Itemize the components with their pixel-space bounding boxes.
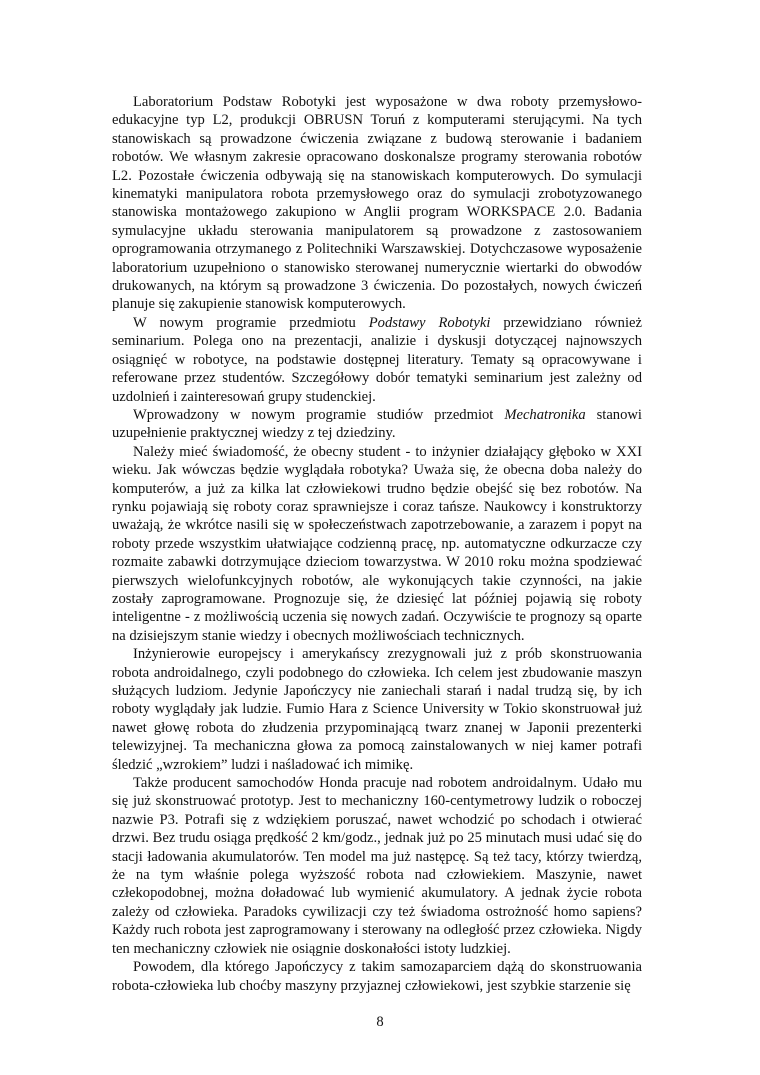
paragraph-mechatronics <box>112 406 642 443</box>
document-body <box>112 93 642 995</box>
course-name-mechatronika: Mechatronika <box>504 406 586 423</box>
paragraph-mechatronics-rest: stanowi uzupełnienie praktycznej wiedzy z tej dziedziny. <box>112 406 642 442</box>
page-number: 8 <box>376 1014 384 1030</box>
paragraph-japan-motivation: Powodem, dla którego Japończycy z takim samozaparciem dążą do skonstruowania robota-człowieka lub choćby maszyny przyjaznej człowiekowi, jest szybkie starzenie się <box>112 959 642 994</box>
course-name-podstawy-robotyki: Podstawy Robotyki <box>368 314 491 331</box>
paragraph-honda-robot: Także producent samochodów Honda pracuje nad robotem androidalnym. Udało mu się już skonstruować prototyp. Jest to mechaniczny 160-centymetrowy ludzik o roboczej nazwie P3. Potrafi się z wdziękiem poruszać, nawet wchodzić po schodach i otwierać drzwi. Bez trudu osiąga prędkość 2 km/godz., jednak już po 25 minutach musi udać się do stacji ładowania akumulatorów. Ten model ma już następcę. Są też tacy, którzy twierdzą, że na tym właśnie polega wyższość robota nad człowiekiem. Maszynie, nawet człekopodobnej, można doładować lub wymienić akumulatory. A jednak życie robota zależy od człowieka. Paradoks cywilizacji czy też świadoma ostrożność homo sapiens? Każdy ruch robota jest zaprogramowany i sterowany na odległość przez człowieka. Nigdy ten mechaniczny człowiek nie osiągnie doskonałości istoty ludzkiej. <box>112 775 642 957</box>
paragraph-seminar <box>112 314 642 406</box>
paragraph-mechatronics-lead: Wprowadzony w nowym programie studiów przedmiot <box>133 406 505 423</box>
paragraph-android-robots: Inżynierowie europejscy i amerykańscy zrezygnowali już z prób skonstruowania robota androidalnego, czyli podobnego do człowieka. Ich celem jest zbudowanie maszyn służących ludziom. Jedynie Japończycy nie zaniechali starań i nadal trudzą się, by ich roboty wyglądały jak ludzie. Fumio Hara z Science University w Tokio skonstruował już nawet głowę robota do złudzenia przypominającą twarz znanej w Japonii prezenterki telewizyjnej. Ta mechaniczna głowa za pomocą zainstalowanych w niej kamer potrafi śledzić „wzrokiem” ludzi i naśladować ich mimikę. <box>112 646 642 773</box>
paragraph-seminar-rest: przewidziano również seminarium. Polega ono na prezentacji, analizie i dyskusji dotyczącej najnowszych osiągnięć w robotyce, na podstawie dostępnej literatury. Tematy są opracowywane i referowane przez studentów. Szczegółowy dobór tematyki seminarium jest zależny od uzdolnień i zainteresowań grupy studenckiej. <box>112 314 642 405</box>
paragraph-laboratory-equipment: Laboratorium Podstaw Robotyki jest wyposażone w dwa roboty przemysłowo-edukacyjne typ L2, produkcji OBRUSN Toruń z komputerami sterującymi. Na tych stanowiskach są prowadzone ćwiczenia związane z budową sterowanie i badaniem robotów. We własnym zakresie opracowano doskonalsze programy sterowania robotów L2. Pozostałe ćwiczenia odbywają się na stanowiskach komputerowych. Do symulacji kinematyki manipulatora robota przemysłowego oraz do symulacji zrobotyzowanego stanowiska montażowego zakupiono w Anglii program WORKSPACE 2.0. Badania symulacyjne układu sterowania manipulatorem są prowadzone z zastosowaniem oprogramowania otrzymanego z Politechniki Warszawskiej. Dotychczasowe wyposażenie laboratorium uzupełniono o stanowisko sterowanej numerycznie wiertarki do obwodów drukowanych, na którym są prowadzone 3 ćwiczenia. Do pozostałych, nowych ćwiczeń planuje się zakupienie stanowisk komputerowych. <box>112 94 642 313</box>
paragraph-future-robotics: Należy mieć świadomość, że obecny student - to inżynier działający głęboko w XXI wieku. Jak wówczas będzie wyglądała robotyka? Uważa się, że obecna doba należy do komputerów, a już za kilka lat człowiekowi trudno będzie obejść się bez robotów. Na rynku pojawiają się roboty coraz sprawniejsze i coraz tańsze. Naukowcy i konstruktorzy uważają, że wkrótce nasili się w społeczeństwach zapotrzebowanie, a zarazem i popyt na roboty przede wszystkim ułatwiające codzienną pracę, np. automatyczne odkurzacze czy rozmaite zabawki dotrzymujące dzieciom towarzystwa. W 2010 roku można spodziewać pierwszych wielofunkcyjnych robotów, ale wykonujących takie czynności, na jakie zostały zaprogramowane. Prognozuje się, że dziesięć lat później pojawią się roboty inteligentne - z możliwością uczenia się nowych zadań. Oczywiście te prognozy są oparte na dzisiejszym stanie wiedzy i obecnych możliwościach technicznych. <box>112 443 642 644</box>
paragraph-seminar-lead: W nowym programie przedmiotu <box>133 314 369 331</box>
